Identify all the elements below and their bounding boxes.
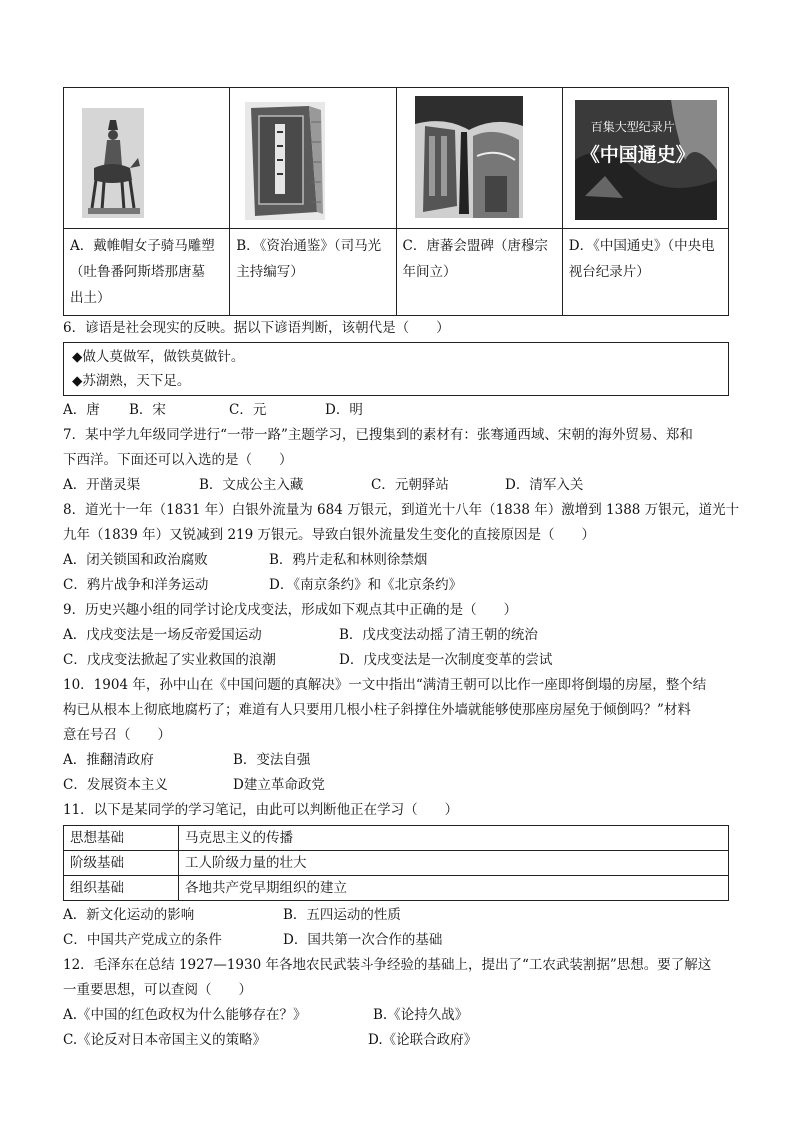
table-row <box>64 851 729 876</box>
q7-option-a[interactable]: A．开凿灵渠 <box>63 477 141 493</box>
proverb-line: ◆苏湖熟，天下足。 <box>72 373 191 389</box>
caption-line: 出土） <box>70 290 111 306</box>
q6-option-d[interactable]: D．明 <box>325 402 363 418</box>
q7-option-d[interactable]: D．清军入关 <box>505 477 584 493</box>
q9-stem: 9．历史兴趣小组的同学讨论戊戌变法，形成如下观点其中正确的是（ ） <box>63 602 518 618</box>
q8-option-d[interactable]: D．《南京条约》和《北京条约》 <box>269 577 463 593</box>
q10-options-row2 <box>63 773 729 798</box>
caption-b <box>230 229 396 316</box>
q7-option-b[interactable]: B．文成公主入藏 <box>199 477 304 493</box>
notes-value: 各地共产党早期组织的建立 <box>179 876 729 901</box>
q8-options-row1 <box>63 548 729 573</box>
q10-option-b[interactable]: B．变法自强 <box>233 752 311 768</box>
q9-options-row1 <box>63 623 729 648</box>
q9-options-row2 <box>63 648 729 673</box>
notes-key: 思想基础 <box>64 826 179 851</box>
q11-option-a[interactable]: A．新文化运动的影响 <box>63 907 195 923</box>
poster-title-text: 《中国通史》 <box>580 144 695 166</box>
q7-stem-line: 7．某中学九年级同学进行“一带一路”主题学习，已搜集到的素材有：张骞通西域、宋朝的海外贸易、郑和 <box>63 427 693 443</box>
q10-stem-line: 构已从根本上彻底地腐朽了；难道有人只要用几根小柱子斜撑住外墙就能够使那座房屋免于倾倒吗？”材料 <box>63 702 691 718</box>
image-options-table <box>63 87 729 316</box>
q9-option-b[interactable]: B．戊戌变法动摇了清王朝的统治 <box>339 627 538 643</box>
notes-value: 马克思主义的传播 <box>179 826 729 851</box>
q8-option-b[interactable]: B．鸦片走私和林则徐禁烟 <box>269 552 428 568</box>
q10-option-d[interactable]: D建立革命政党 <box>233 777 325 793</box>
caption-line: B．《资治通鉴》（司马光 <box>236 238 382 254</box>
image-cell-d <box>562 88 728 229</box>
q11-notes-table <box>63 825 729 901</box>
q8-option-a[interactable]: A．闭关锁国和政治腐败 <box>63 552 208 568</box>
q8-option-c[interactable]: C．鸦片战争和洋务运动 <box>63 577 209 593</box>
q10-option-a[interactable]: A．推翻清政府 <box>63 752 154 768</box>
q11-options-row2 <box>63 928 729 953</box>
proverb-line: ◆做人莫做军，做铁莫做针。 <box>72 349 245 365</box>
image-cell-c <box>396 88 562 229</box>
q12-option-b[interactable]: B.《论持久战》 <box>373 1007 469 1023</box>
q12-options-row1 <box>63 1003 729 1028</box>
q12-stem-line: 一重要思想，可以查阅（ ） <box>63 982 252 998</box>
q6-proverb-box <box>63 342 729 396</box>
caption-a <box>64 229 230 316</box>
q7-option-c[interactable]: C．元朝驿站 <box>371 477 449 493</box>
q12-option-a[interactable]: A.《中国的红色政权为什么能够存在？》 <box>63 1007 307 1023</box>
q9-option-d[interactable]: D．戊戌变法是一次制度变革的尝试 <box>339 652 553 668</box>
caption-line: A．戴帷帽女子骑马雕塑 <box>70 238 215 254</box>
q11-options-row1 <box>63 903 729 928</box>
exam-page <box>63 87 740 1053</box>
q6-options <box>63 398 729 423</box>
caption-line: 视台纪录片） <box>568 264 650 280</box>
notes-key: 组织基础 <box>64 876 179 901</box>
q12-stem-line: 12．毛泽东在总结 1927—1930 年各地农民武装斗争经验的基础上，提出了“工农武装割据”思想。要了解这 <box>63 957 712 973</box>
caption-line: 年间立） <box>402 264 457 280</box>
notes-value: 工人阶级力量的壮大 <box>179 851 729 876</box>
caption-line: （吐鲁番阿斯塔那唐墓 <box>70 264 205 280</box>
caption-line: 主持编写） <box>236 264 304 280</box>
image-cell-a <box>64 88 230 229</box>
caption-line: C．唐蕃会盟碑（唐穆宗 <box>402 238 548 254</box>
notes-key: 阶级基础 <box>64 851 179 876</box>
q8-stem-line: 8．道光十一年（1831 年）白银外流量为 684 万银元，到道光十八年（1838 年）激增到 1388 万银元，道光十 <box>63 502 740 518</box>
caption-c <box>396 229 562 316</box>
q11-option-b[interactable]: B．五四运动的性质 <box>283 907 401 923</box>
q7-stem-line: 下西洋。下面还可以入选的是（ ） <box>63 452 293 468</box>
q8-options-row2 <box>63 573 729 598</box>
q11-stem: 11．以下是某同学的学习笔记，由此可以判断他正在学习（ ） <box>63 802 459 818</box>
q12-option-d[interactable]: D.《论联合政府》 <box>368 1032 478 1048</box>
q6-stem: 6．谚语是社会现实的反映。据以下谚语判断，该朝代是（ ） <box>63 320 450 336</box>
q11-option-d[interactable]: D．国共第一次合作的基础 <box>283 932 443 948</box>
q11-option-c[interactable]: C．中国共产党成立的条件 <box>63 932 222 948</box>
q12-options-row2 <box>63 1028 729 1053</box>
q10-option-c[interactable]: C．发展资本主义 <box>63 777 168 793</box>
q10-options-row1 <box>63 748 729 773</box>
q9-option-a[interactable]: A．戊戌变法是一场反帝爱国运动 <box>63 627 262 643</box>
table-row <box>64 826 729 851</box>
q10-stem-line: 意在号召（ ） <box>63 727 171 743</box>
stele-photo <box>415 96 523 218</box>
caption-d <box>562 229 728 316</box>
q12-option-c[interactable]: C.《论反对日本帝国主义的策略》 <box>63 1032 267 1048</box>
q9-option-c[interactable]: C．戊戌变法掀起了实业救国的浪潮 <box>63 652 276 668</box>
q6-option-a[interactable]: A．唐 <box>63 402 100 418</box>
q10-stem-line: 10．1904 年，孙中山在《中国问题的真解决》一文中指出“满清王朝可以比作一座即将倒塌的房屋，整个结 <box>63 677 707 693</box>
image-cell-b <box>230 88 396 229</box>
q7-options <box>63 473 729 498</box>
table-row <box>64 876 729 901</box>
q6-option-b[interactable]: B．宋 <box>129 402 166 418</box>
poster-top-text: 百集大型纪录片 <box>590 120 675 134</box>
q6-option-c[interactable]: C．元 <box>229 402 267 418</box>
equestrian-statue-photo <box>82 108 144 218</box>
book-photo <box>245 102 325 220</box>
q8-stem-line: 九年（1839 年）又锐减到 219 万银元。导致白银外流量发生变化的直接原因是（ ） <box>63 527 595 543</box>
caption-line: D．《中国通史》（中央电 <box>568 238 715 254</box>
